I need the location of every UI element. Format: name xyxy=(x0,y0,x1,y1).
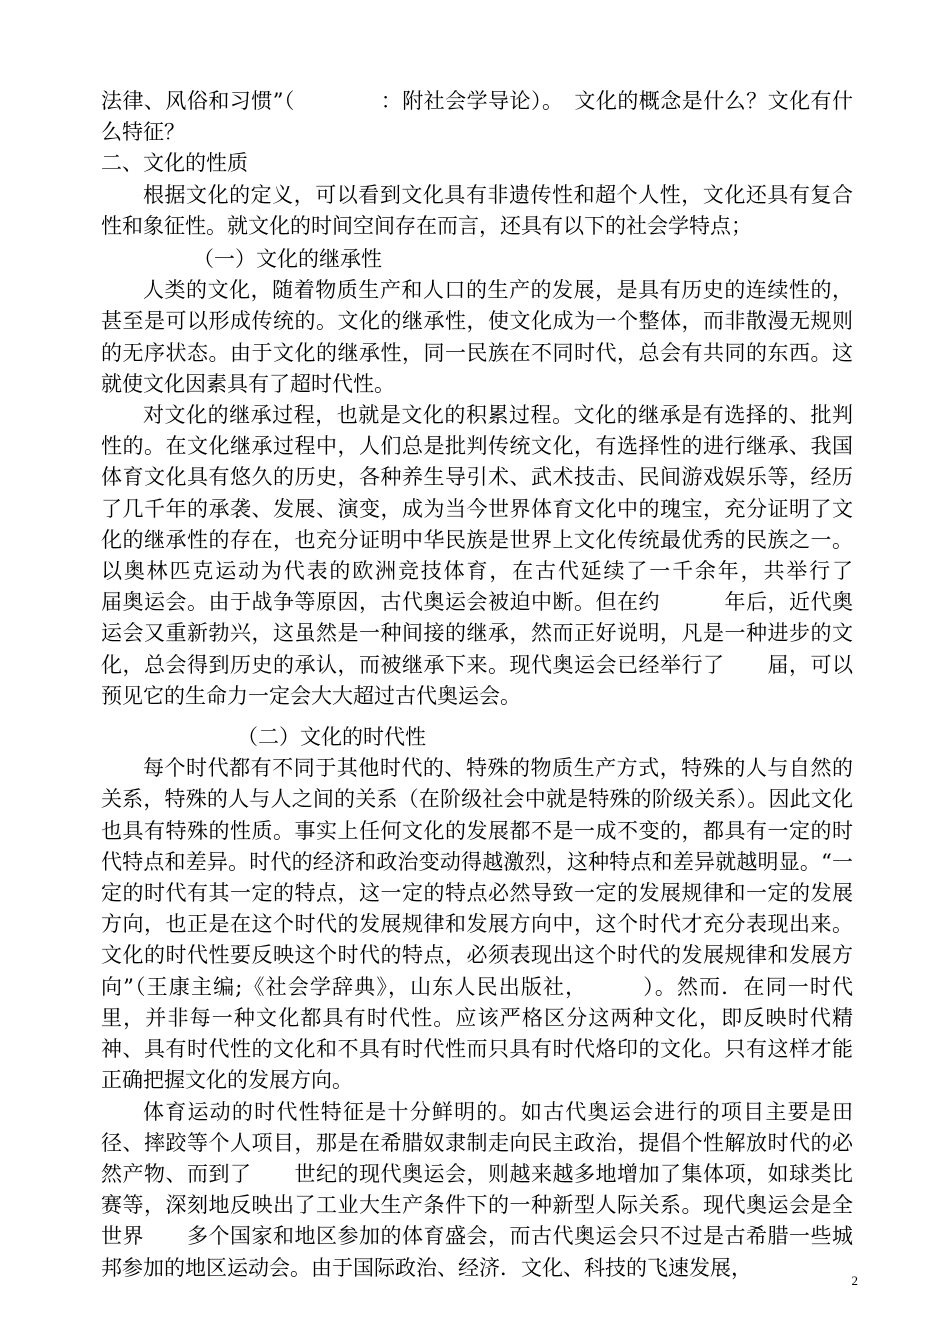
paragraph-inheritance-2: 对文化的继承过程，也就是文化的积累过程。文化的继承是有选择的、批判性的。在文化继承过程中，人们总是批判传统文化，有选择性的进行继承、我国体育文化具有悠久的历史，各种养生导引术、武术技击、民间游戏娱乐等，经历了几千年的承袭、发展、演变，成为当今世界体育文化中的瑰宝，充分证明了文化的继承性的存在，也充分证明中华民族是世界上文化传统最优秀的民族之一。以奥林匹克运动为代表的欧洲竞技体育，在古代延续了一千余年，共举行了 届奥运会。由于战争等原因，古代奥运会被迫中断。但在约 年后，近代奥运会又重新勃兴，这虽然是一种间接的继承，然而正好说明，凡是一种进步的文化，总会得到历史的承认，而被继承下来。现代奥运会已经举行了 届，可以预见它的生命力一定会大大超过古代奥运会。 xyxy=(101,403,895,708)
page-number: 2 xyxy=(851,1273,858,1288)
body-text xyxy=(101,86,895,1284)
paragraph-intro-continuation: 法律、风俗和习惯”（ ：附社会学导论）。 文化的概念是什么？文化有什么特征？ xyxy=(101,89,853,145)
paragraph-properties-intro: 根据文化的定义，可以看到文化具有非遗传性和超个人性，文化还具有复合性和象征性。就文化的时间空间存在而言，还具有以下的社会学特点； xyxy=(101,182,853,238)
paragraph-era-2: 体育运动的时代性特征是十分鲜明的。如古代奥运会进行的项目主要是田径、摔跤等个人项目，那是在希腊奴隶制走向民主政治，提倡个性解放时代的必然产物、而到了 世纪的现代奥运会，则越来越多地增加了集体项，如球类比赛等，深刻地反映出了工业大生产条件下的一种新型人际关系。现代奥运会是全世界 多个国家和地区参加的体育盛会，而古代奥运会只不过是古希腊一些城邦参加的地区运动会。由于国际政治、经济．文化、科技的飞速发展， xyxy=(101,1099,853,1280)
section-heading: 二、文化的性质 xyxy=(101,151,248,176)
subsection-heading-era: （二）文化的时代性 xyxy=(237,725,426,750)
subsection-heading-inheritance: （一）文化的继承性 xyxy=(193,247,382,272)
paragraph-era-1: 每个时代都有不同于其他时代的、特殊的物质生产方式，特殊的人与自然的关系，特殊的人与人之间的关系（在阶级社会中就是特殊的阶级关系）。因此文化也具有特殊的性质。事实上任何文化的发展都不是一成不变的，都具有一定的时代特点和差异。时代的经济和政治变动得越激烈，这种特点和差异就越明显。“一定的时代有其一定的特点，这一定的特点必然导致一定的发展规律和一定的发展方向，也正是在这个时代的发展规律和发展方向中，这个时代才充分表现出来。文化的时代性要反映这个时代的特点，必须表现出这个时代的发展规律和发展方向”（王康主编;《社会学辞典》，山东人民出版社， ）。然而．在同一时代里，并非每一种文化都具有时代性。应该严格区分这两种文化，即反映时代精神、具有时代性的文化和不具有时代性而只具有时代烙印的文化。只有这样才能正确把握文化的发展方向。 xyxy=(101,756,853,1093)
paragraph-inheritance-1: 人类的文化，随着物质生产和人口的生产的发展，是具有历史的连续性的，甚至是可以形成传统的。文化的继承性，使文化成为一个整体，而非散漫无规则的无序状态。由于文化的继承性，同一民族在不同时代，总会有共同的东西。这就使文化因素具有了超时代性。 xyxy=(101,278,853,396)
